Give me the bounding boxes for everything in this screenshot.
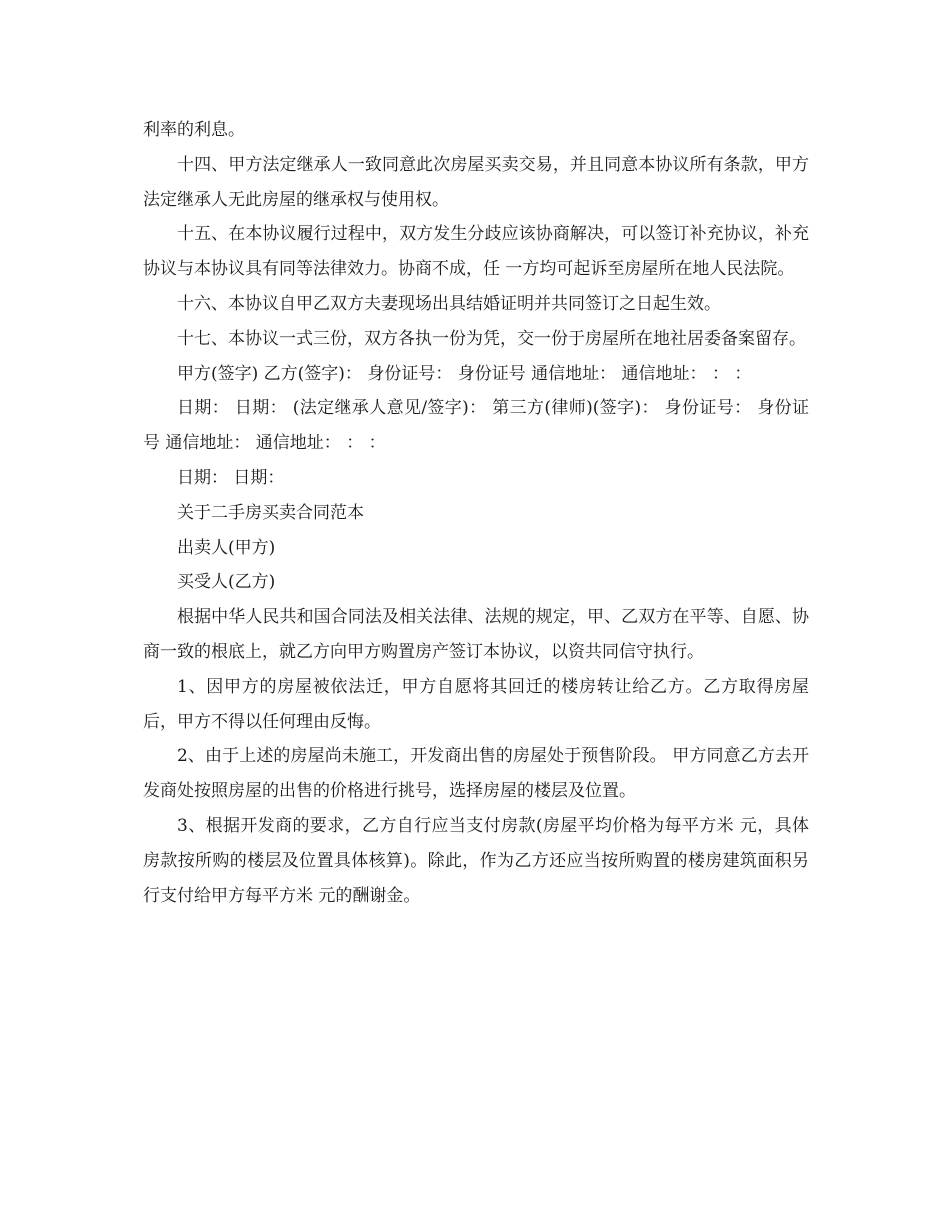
article-3: 3、根据开发商的要求，乙方自行应当支付房款(房屋平均价格为每平方米 元，具体房款按所购的楼层及位置具体核算)。除此，作为乙方还应当按所购置的楼房建筑面积另行支付给甲方每平方米 元的酬谢金。 [143, 815, 809, 906]
buyer-line: 买受人(乙方) [177, 572, 276, 593]
seller-line: 出卖人(甲方) [177, 537, 276, 558]
clause-14: 十四、甲方法定继承人一致同意此次房屋买卖交易，并且同意本协议所有条款，甲方法定继承人无此房屋的继承权与使用权。 [143, 154, 809, 210]
section-title: 关于二手房买卖合同范本 [177, 502, 364, 523]
article-2: 2、由于上述的房屋尚未施工，开发商出售的房屋处于预售阶段。 甲方同意乙方去开发商处按照房屋的出售的价格进行挑号，选择房屋的楼层及位置。 [143, 746, 809, 802]
paragraph-continuation: 利率的利息。 [143, 120, 245, 140]
signature-block-1: 甲方(签字) 乙方(签字)： 身份证号： 身份证号 通信地址： 通信地址： ： ： [177, 363, 752, 384]
clause-17: 十七、本协议一式三份，双方各执一份为凭，交一份于房屋所在地社居委备案留存。 [177, 328, 806, 349]
clause-15: 十五、在本协议履行过程中，双方发生分歧应该协商解决，可以签订补充协议，补充协议与本协议具有同等法律效力。协商不成，任 一方均可起诉至房屋所在地人民法院。 [143, 224, 809, 280]
preamble: 根据中华人民共和国合同法及相关法律、法规的规定，甲、乙双方在平等、自愿、协商一致的根底上，就乙方向甲方购置房产签订本协议，以资共同信守执行。 [143, 607, 809, 662]
signature-block-2: 日期： 日期： (法定继承人意见/签字)： 第三方(律师)(签字)： 身份证号： 身份证号 通信地址： 通信地址： ： ： [143, 398, 809, 454]
date-line: 日期： 日期： [177, 467, 285, 488]
clause-16: 十六、本协议自甲乙双方夫妻现场出具结婚证明并共同签订之日起生效。 [177, 293, 721, 314]
article-1: 1、因甲方的房屋被依法迁，甲方自愿将其回迁的楼房转让给乙方。乙方取得房屋后，甲方不得以任何理由反悔。 [143, 676, 809, 732]
document-body [143, 113, 809, 913]
